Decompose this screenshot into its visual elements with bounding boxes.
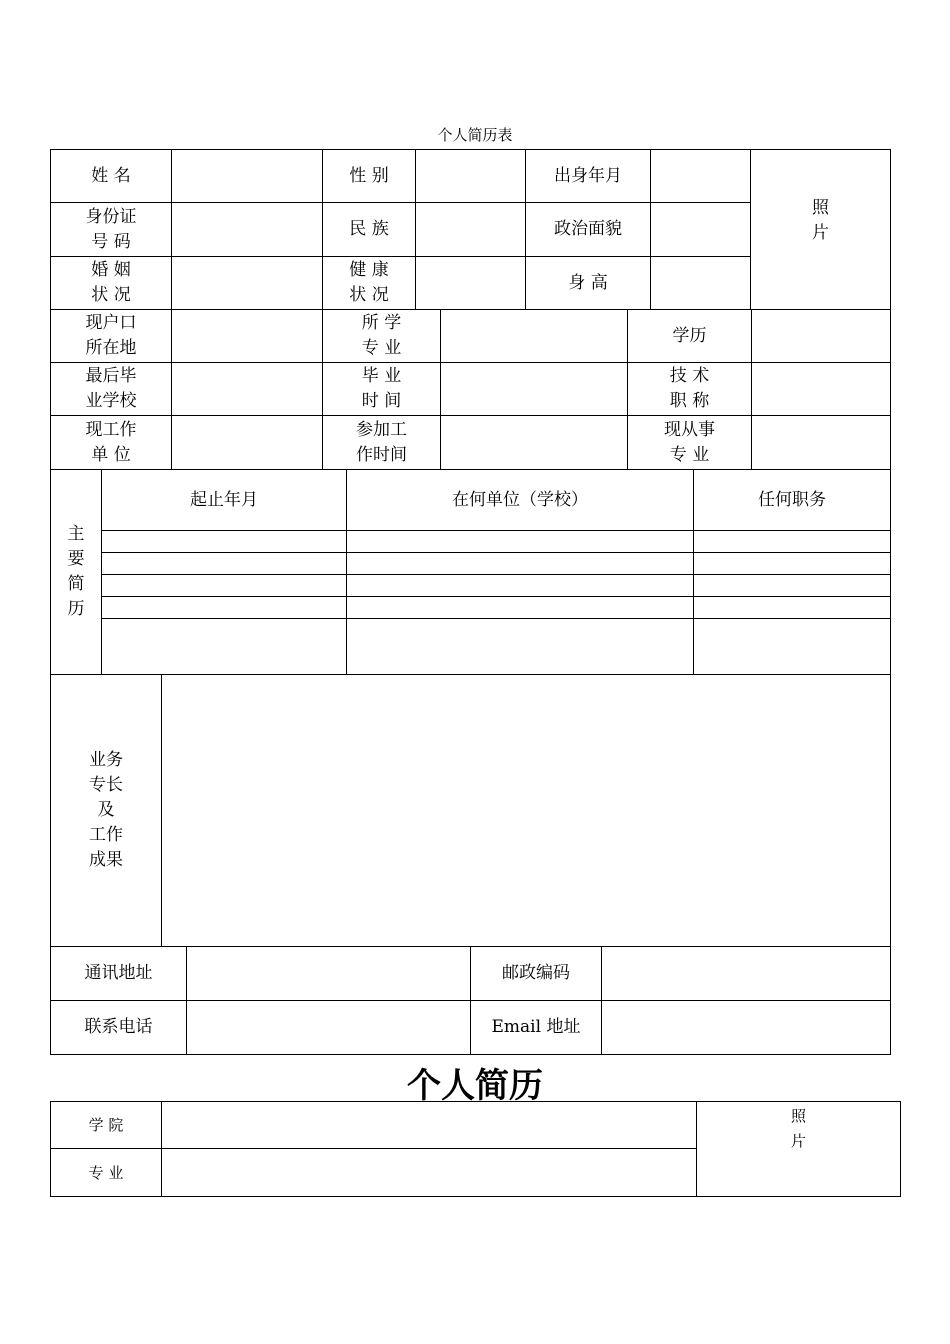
expertise-label: 业务 专长 及 工作 成果 xyxy=(51,675,162,947)
resume-history-table xyxy=(50,469,891,675)
postcode-field[interactable] xyxy=(602,947,891,1001)
political-status-label: 政治面貌 xyxy=(526,203,651,257)
second-photo-label: 照 片 xyxy=(790,1107,806,1150)
graduation-time-label: 毕 业 时 间 xyxy=(323,363,441,416)
birth-label: 出身年月 xyxy=(526,150,651,203)
ethnicity-field[interactable] xyxy=(416,203,526,257)
contact-table xyxy=(50,946,891,1055)
form-title: 个人简历表 xyxy=(437,126,513,144)
second-photo-box[interactable] xyxy=(697,1102,901,1197)
col-unit-header: 在何单位（学校） xyxy=(347,470,694,531)
work-start-label: 参加工 作时间 xyxy=(323,416,441,470)
major-label: 所 学 专 业 xyxy=(323,310,441,363)
college-label: 学 院 xyxy=(51,1102,162,1149)
current-field-label: 现从事 专 业 xyxy=(628,416,752,470)
table-cell[interactable] xyxy=(347,597,694,619)
marital-status-field[interactable] xyxy=(172,257,323,310)
education-work-table xyxy=(50,309,891,470)
table-cell[interactable] xyxy=(694,531,891,553)
postcode-label: 邮政编码 xyxy=(471,947,602,1001)
table-cell[interactable] xyxy=(102,597,347,619)
email-field[interactable] xyxy=(602,1001,891,1055)
photo-box[interactable] xyxy=(751,150,891,310)
id-number-label: 身份证 号 码 xyxy=(51,203,172,257)
hukou-field[interactable] xyxy=(172,310,323,363)
table-cell[interactable] xyxy=(102,531,347,553)
id-number-field[interactable] xyxy=(172,203,323,257)
education-label: 学历 xyxy=(628,310,752,363)
height-label: 身 高 xyxy=(526,257,651,310)
ethnicity-label: 民 族 xyxy=(323,203,416,257)
table-cell[interactable] xyxy=(347,531,694,553)
table-cell[interactable] xyxy=(694,553,891,575)
table-cell[interactable] xyxy=(694,619,891,675)
table-cell[interactable] xyxy=(102,553,347,575)
height-field[interactable] xyxy=(651,257,751,310)
graduation-time-field[interactable] xyxy=(441,363,628,416)
second-major-label: 专 业 xyxy=(51,1149,162,1197)
col-period-header: 起止年月 xyxy=(102,470,347,531)
school-label: 最后毕 业学校 xyxy=(51,363,172,416)
health-label: 健 康 状 况 xyxy=(323,257,416,310)
tech-title-label: 技 术 职 称 xyxy=(628,363,752,416)
address-label: 通讯地址 xyxy=(51,947,187,1001)
email-label: Email 地址 xyxy=(471,1001,602,1055)
school-field[interactable] xyxy=(172,363,323,416)
second-major-field[interactable] xyxy=(162,1149,697,1197)
work-unit-label: 现工作 单 位 xyxy=(51,416,172,470)
basic-info-table xyxy=(50,149,891,310)
table-cell[interactable] xyxy=(102,575,347,597)
phone-label: 联系电话 xyxy=(51,1001,187,1055)
name-label: 姓 名 xyxy=(51,150,172,203)
hukou-label: 现户口 所在地 xyxy=(51,310,172,363)
marital-status-label: 婚 姻 状 况 xyxy=(51,257,172,310)
phone-field[interactable] xyxy=(187,1001,471,1055)
work-start-field[interactable] xyxy=(441,416,628,470)
table-cell[interactable] xyxy=(347,575,694,597)
health-field[interactable] xyxy=(416,257,526,310)
expertise-field[interactable] xyxy=(162,675,891,947)
table-cell[interactable] xyxy=(102,619,347,675)
table-cell[interactable] xyxy=(694,597,891,619)
tech-title-field[interactable] xyxy=(752,363,891,416)
table-cell[interactable] xyxy=(347,553,694,575)
college-field[interactable] xyxy=(162,1102,697,1149)
table-cell[interactable] xyxy=(347,619,694,675)
resume-section-label: 主 要 简 历 xyxy=(51,470,102,675)
education-field[interactable] xyxy=(752,310,891,363)
col-position-header: 任何职务 xyxy=(694,470,891,531)
expertise-table xyxy=(50,674,891,947)
work-unit-field[interactable] xyxy=(172,416,323,470)
major-field[interactable] xyxy=(441,310,628,363)
political-status-field[interactable] xyxy=(651,203,751,257)
current-field-field[interactable] xyxy=(752,416,891,470)
gender-field[interactable] xyxy=(416,150,526,203)
second-form-title: 个人简历 xyxy=(407,1066,543,1106)
photo-label: 照 片 xyxy=(812,197,829,243)
name-field[interactable] xyxy=(172,150,323,203)
gender-label: 性 别 xyxy=(323,150,416,203)
address-field[interactable] xyxy=(187,947,471,1001)
table-cell[interactable] xyxy=(694,575,891,597)
second-form-table xyxy=(50,1101,901,1197)
birth-field[interactable] xyxy=(651,150,751,203)
